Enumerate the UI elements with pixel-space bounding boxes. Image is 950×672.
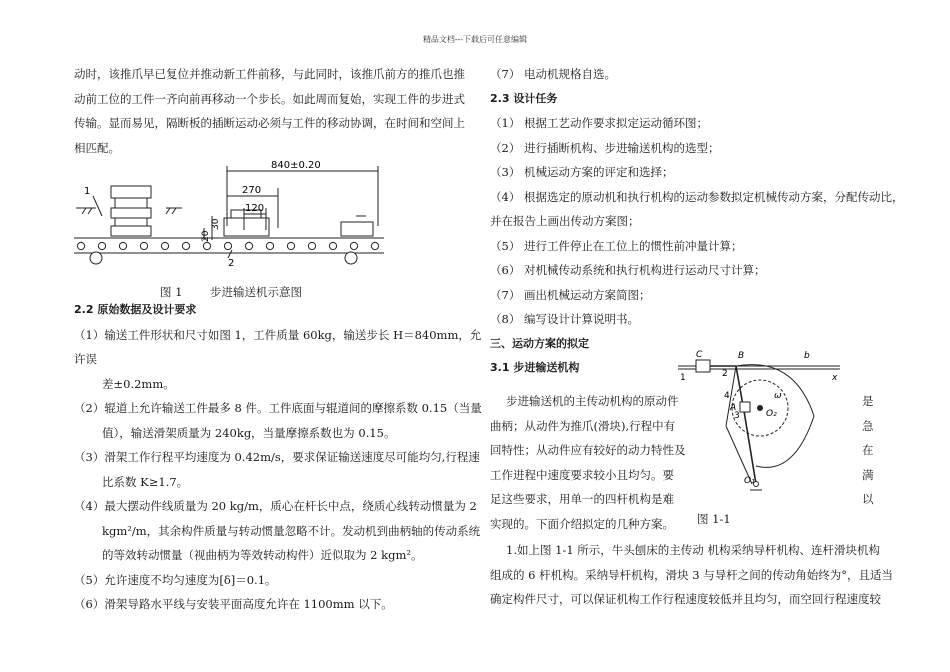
section-3-1-title: 3.1 步进输送机构 bbox=[490, 361, 580, 374]
req-item: （5）允许速度不均匀速度为[δ]＝0.1。 bbox=[74, 572, 277, 587]
figure-1-1-caption: 图 1-1 bbox=[697, 512, 731, 526]
para-line: 组成的 6 杆机构。采纳导杆机构，滑块 3 与导杆之间的传动角始终为°，且适当 bbox=[490, 567, 894, 582]
dim-120-label: 120 bbox=[245, 203, 265, 214]
req-item: （3）滑架工作行程平均速度为 0.42m/s，要求保证输送速度尽可能均匀,行程速 bbox=[74, 450, 480, 464]
label-1: 1 bbox=[680, 373, 686, 383]
para-line: 确定构件尺寸，可以保证机构工作行程速度较低并且均匀，而空回行程速度较 bbox=[490, 592, 881, 606]
task-item: （7） 画出机械运动方案简图； bbox=[490, 287, 651, 302]
figure-1-caption-text: 步进输送机示意图 bbox=[210, 285, 302, 299]
dim-20-label: 20 bbox=[201, 230, 211, 242]
task-item: （2） 进行插断机构、步进输送机构的选型； bbox=[490, 140, 720, 155]
wrap-line: 曲柄；从动件为推爪(滑块),行程中有 bbox=[490, 418, 676, 433]
wrap-line: 步进输送机的主传动机构的原动件 bbox=[506, 394, 679, 408]
req-item: （6）滑架导路水平线与安装平面高度允许在 1100mm 以下。 bbox=[74, 597, 393, 611]
wrap-text-left bbox=[490, 389, 690, 536]
wrap-line: 足这些要求，用单一的四杆机构是难 bbox=[490, 492, 674, 506]
label-B: B bbox=[738, 351, 745, 361]
req-item-cont: 比系数 K≥1.7。 bbox=[102, 474, 189, 489]
wrap-char: 以 bbox=[862, 492, 874, 506]
section-2-2-title: 2.2 原始数据及设计要求 bbox=[74, 303, 197, 316]
section-2-3-title: 2.3 设计任务 bbox=[490, 91, 558, 105]
task-item: （8） 编写设计计算说明书。 bbox=[490, 312, 639, 326]
left-requirements bbox=[74, 298, 484, 617]
task-item: （5） 进行工件停止在工位上的惯性前冲量计算； bbox=[490, 238, 743, 253]
intro-line: 传输。显而易见，隔断板的插断运动必须与工件的移动协调，在时间和空间上 bbox=[74, 116, 465, 130]
intro-line: 动时，该推爪早已复位并推动新工件前移，与此同时，该推爪前方的推爪也推 bbox=[74, 67, 465, 81]
req-item: （2）辊道上允许输送工件最多 8 件。工件底面与辊道间的摩擦系数 0.15（当量 bbox=[74, 401, 482, 415]
label-O2: O₂ bbox=[766, 409, 777, 419]
task-item: （1） 根据工艺动作要求拟定运动循环图； bbox=[490, 116, 708, 130]
para-line: 1.如上图 1-1 所示，牛头刨床的主传动 机构采纳导杆机构、连杆滑块机构 bbox=[506, 543, 880, 557]
right-paragraph bbox=[490, 538, 910, 612]
wrap-line: 实现的。下面介绍拟定的几种方案。 bbox=[490, 516, 674, 531]
task-item-cont: 并在报告上画出传动方案图； bbox=[490, 214, 640, 228]
label-1: 1 bbox=[84, 186, 91, 197]
req-item: （1）输送工件形状和尺寸如图 1，工件质量 60kg，输送步长 H＝840mm，允许误 bbox=[74, 327, 482, 366]
wrap-char: 急 bbox=[862, 418, 874, 433]
wrap-char: 满 bbox=[862, 467, 874, 482]
right-column bbox=[490, 62, 910, 381]
req-item-cont: 的等效转动惯量（视曲柄为等效转动构件）近似取为 2 kgm²。 bbox=[102, 548, 423, 562]
label-2: 2 bbox=[722, 369, 728, 379]
left-intro bbox=[74, 62, 474, 160]
req-item-7: （7） 电动机规格自选。 bbox=[490, 67, 616, 81]
figure-1-conveyor-diagram bbox=[66, 158, 386, 268]
task-item: （6） 对机械传动系统和执行机构进行运动尺寸计算； bbox=[490, 263, 766, 277]
wrap-char: 是 bbox=[862, 394, 874, 408]
task-item: （4） 根据选定的原动机和执行机构的运动参数拟定机械传动方案，分配传动比， bbox=[490, 189, 904, 204]
label-C: C bbox=[696, 350, 703, 360]
label-A: A bbox=[730, 403, 737, 413]
task-item: （3） 机械运动方案的评定和选择； bbox=[490, 165, 674, 179]
req-item: （4）最大摆动件线质量为 20 kg/m，质心在杆长中点，绕质心线转动惯量为 2 bbox=[74, 499, 477, 513]
wrap-line: 工作进程中速度要求较小且均匀。要 bbox=[490, 467, 674, 482]
label-x: x bbox=[832, 373, 838, 383]
dim-270-label: 270 bbox=[242, 185, 262, 196]
wrap-char: 在 bbox=[862, 443, 874, 457]
label-3: 3 bbox=[734, 411, 740, 421]
dim-total-label: 840±0.20 bbox=[271, 160, 321, 171]
intro-line: 动前工位的工件一齐向前再移动一个步长。如此周而复始，实现工件的步进式 bbox=[74, 91, 465, 106]
req-item-cont: 值），输送滑架质量为 240kg，当量摩擦系数也为 0.15。 bbox=[102, 425, 396, 440]
wrap-text-right bbox=[862, 389, 882, 512]
label-O1: O₁ bbox=[744, 476, 755, 486]
label-omega: ω bbox=[774, 391, 782, 401]
dim-30-label: 30 bbox=[211, 218, 221, 230]
label-b: b bbox=[804, 351, 810, 361]
label-2: 2 bbox=[228, 258, 235, 268]
page-header: 精品文档---下载后可任意编辑 bbox=[422, 35, 528, 44]
intro-line: 相匹配。 bbox=[74, 140, 120, 155]
req-item-cont: kgm²/m，其余构件质量与转动惯量忽略不计。发动机到曲柄轴的传动系统 bbox=[102, 523, 481, 538]
wrap-line: 回特性；从动件应有较好的动力特性及 bbox=[490, 443, 686, 457]
label-4: 4 bbox=[724, 391, 730, 401]
section-3-title: 三、运动方案的拟定 bbox=[490, 336, 589, 350]
figure-1-1-mechanism-diagram bbox=[674, 346, 844, 494]
req-item-cont: 差±0.2mm。 bbox=[102, 376, 175, 391]
figure-1-caption-num: 图 1 bbox=[160, 285, 183, 299]
